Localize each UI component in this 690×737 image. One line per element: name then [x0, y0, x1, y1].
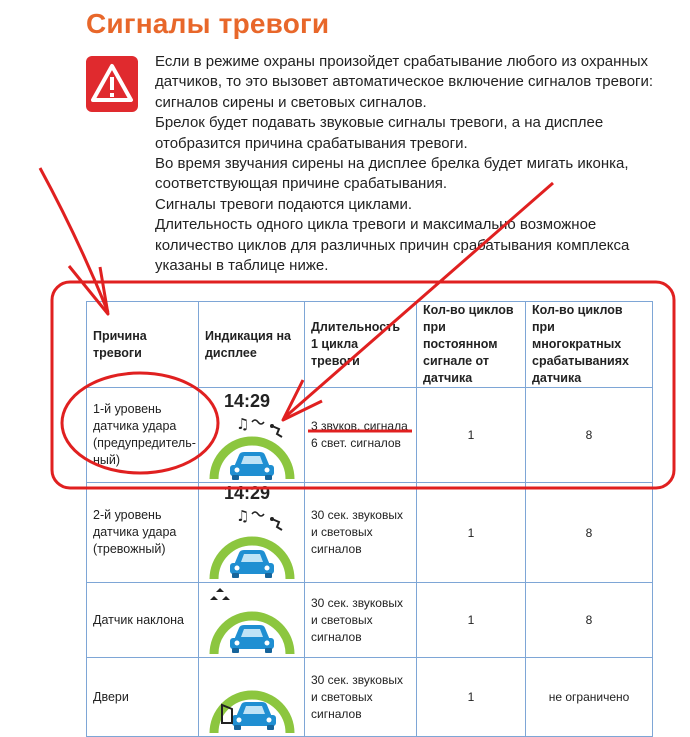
- cycles-constant-cell: 1: [417, 583, 526, 658]
- display-time: 14:29: [223, 391, 270, 411]
- duration-cell: [305, 388, 417, 483]
- cycles-repeated-cell: не ограничено: [526, 658, 653, 737]
- intro-paragraph: Во время звучания сирены на дисплее брелка будет мигать иконка, соответствующая причине срабатывания.: [155, 155, 629, 193]
- cycles-constant-cell: 1: [417, 388, 526, 483]
- cause-cell: 1-й уровень датчика удара (предупредитель-ный): [87, 388, 199, 483]
- car-icon: [230, 625, 274, 653]
- duration-light: 6 свет. сигналов: [311, 436, 401, 450]
- header-duration: Длительность 1 цикла тревоги: [305, 302, 417, 388]
- table-header-row: [87, 302, 653, 388]
- display-time: 14:29: [223, 484, 270, 503]
- display-indication-cell: [199, 583, 305, 658]
- display-indication-cell: [199, 658, 305, 737]
- svg-text:♫: ♫: [235, 506, 249, 525]
- cause-cell: Двери: [87, 658, 199, 737]
- header-cause: Причина тревоги: [87, 302, 199, 388]
- cycles-repeated-cell: 8: [526, 583, 653, 658]
- intro-text: [155, 52, 675, 276]
- duration-cell: 30 сек. звуковых и световых сигналов: [305, 583, 417, 658]
- duration-sound: 3 звуков. сигнала: [311, 419, 408, 433]
- display-indication-cell: [199, 388, 305, 483]
- alarm-table: [86, 301, 653, 737]
- tilt-sensor-icon: [210, 588, 230, 600]
- table-row: [87, 658, 653, 737]
- shock-sensor-icon: [270, 517, 282, 530]
- header-display: Индикация на дисплее: [199, 302, 305, 388]
- cycles-repeated-cell: 8: [526, 483, 653, 583]
- display-indication-cell: [199, 483, 305, 583]
- header-cycles-repeated: Кол-во циклов при многократных срабатываниях датчика: [526, 302, 653, 388]
- car-icon: [230, 452, 274, 480]
- intro-paragraph: Если в режиме охраны произойдет срабатывание любого из охранных датчиков, то это вызовет автоматическое включение сигналов тревоги: сигналов сирены и световых сигналов.: [155, 53, 654, 111]
- cause-cell: Датчик наклона: [87, 583, 199, 658]
- siren-note-icon: [236, 507, 264, 525]
- header-cycles-constant: Кол-во циклов при постоянном сигнале от датчика: [417, 302, 526, 388]
- car-icon: [230, 550, 274, 578]
- cycles-constant-cell: 1: [417, 483, 526, 583]
- intro-paragraph: Сигналы тревоги подаются циклами.: [155, 195, 413, 213]
- svg-text:♫: ♫: [235, 415, 249, 433]
- cycles-constant-cell: 1: [417, 658, 526, 737]
- siren-note-icon: [236, 415, 264, 433]
- shock-sensor-icon: [270, 424, 282, 437]
- intro-paragraph: Брелок будет подавать звуковые сигналы тревоги, а на дисплее отобразится причина срабатывания тревоги.: [155, 114, 604, 152]
- arrow-down-icon: [40, 168, 108, 314]
- duration-cell: 30 сек. звуковых и световых сигналов: [305, 658, 417, 737]
- table-row: [87, 583, 653, 658]
- cause-cell: 2-й уровень датчика удара (тревожный): [87, 483, 199, 583]
- intro-paragraph: Длительность одного цикла тревоги и максимально возможное количество циклов для различных причин срабатывания комплекса указаны в таблице ниже.: [155, 216, 630, 275]
- warning-icon: [86, 56, 138, 112]
- table-row: [87, 388, 653, 483]
- page-title: Сигналы тревоги: [86, 8, 330, 39]
- duration-cell: 30 сек. звуковых и световых сигналов: [305, 483, 417, 583]
- cycles-repeated-cell: 8: [526, 388, 653, 483]
- table-row: [87, 483, 653, 583]
